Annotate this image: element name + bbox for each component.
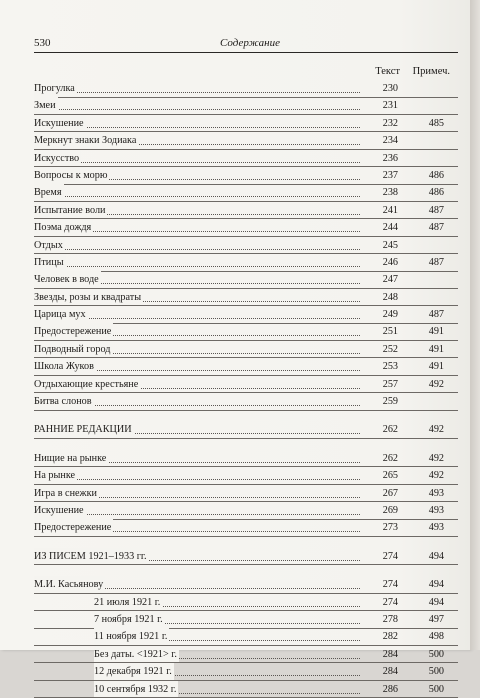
entry-title: Подводный город (34, 341, 112, 358)
dot-leader (34, 266, 360, 267)
entry-notes-page: 487 (428, 204, 444, 216)
toc-entry (34, 646, 458, 663)
entry-title: Отдыхающие крестьяне (34, 376, 140, 393)
group-gap (34, 565, 458, 576)
dot-leader (34, 109, 360, 110)
entry-text-page: 262 (382, 452, 398, 464)
group-gap (34, 537, 458, 548)
toc-entry (34, 184, 458, 201)
entry-title: Предостережение (34, 519, 113, 536)
toc-entry (34, 132, 458, 149)
entry-title: Царица мух (34, 306, 88, 323)
entry-text-page: 269 (382, 504, 398, 516)
entry-text-page: 232 (382, 117, 398, 129)
entry-title: Вопросы к морю (34, 167, 109, 184)
toc-entry (34, 611, 458, 628)
toc-entry (34, 450, 458, 467)
entry-title: Человек в воде (34, 271, 101, 288)
table-of-contents (34, 80, 458, 698)
group-gap (34, 410, 458, 421)
toc-entry (34, 663, 458, 680)
toc-entry (34, 548, 458, 565)
dot-leader (34, 479, 360, 480)
toc-entry (34, 80, 458, 97)
entry-text-page: 245 (382, 239, 398, 251)
entry-text-page: 247 (382, 274, 398, 286)
toc-entry (34, 681, 458, 698)
entry-title: Змеи (34, 97, 58, 114)
toc-entry (34, 97, 458, 114)
entry-notes-page: 492 (428, 452, 444, 464)
dot-leader (34, 162, 360, 163)
entry-text-page: 234 (382, 135, 398, 147)
dot-leader (34, 249, 360, 250)
entry-title: Искусство (34, 150, 81, 167)
entry-title: М.И. Касьянову (34, 576, 105, 593)
page-number: 530 (34, 37, 51, 49)
entry-text-page: 246 (382, 256, 398, 268)
entry-text-page: 274 (382, 550, 398, 562)
dot-leader (34, 196, 360, 197)
entry-text-page: 259 (382, 396, 398, 408)
row-rule (34, 564, 458, 565)
entry-text-page: 241 (382, 204, 398, 216)
entry-title: Птицы (34, 254, 66, 271)
entry-notes-page: 493 (428, 504, 444, 516)
entry-title: 10 сентября 1932 г. (94, 681, 178, 698)
toc-entry (34, 628, 458, 645)
toc-entry (34, 485, 458, 502)
entry-text-page: 262 (382, 424, 398, 436)
entry-title: Нищие на рынке (34, 450, 108, 467)
entry-title: Звезды, розы и квадраты (34, 289, 143, 306)
entry-notes-page: 494 (428, 550, 444, 562)
entry-title: Поэма дождя (34, 219, 93, 236)
column-header-text: Текст (375, 66, 400, 77)
toc-entry (34, 237, 458, 254)
page-edge (470, 0, 480, 650)
entry-title: 21 июля 1921 г. (94, 594, 162, 611)
entry-text-page: 284 (382, 666, 398, 678)
entry-text-page: 249 (382, 309, 398, 321)
toc-entry (34, 376, 458, 393)
entry-text-page: 238 (382, 187, 398, 199)
entry-title: Игра в снежки (34, 485, 99, 502)
entry-title: Время (34, 184, 64, 201)
entry-notes-page: 493 (428, 487, 444, 499)
entry-text-page: 267 (382, 487, 398, 499)
entry-text-page: 257 (382, 378, 398, 390)
entry-text-page: 253 (382, 361, 398, 373)
entry-notes-page: 500 (428, 683, 444, 695)
entry-notes-page: 500 (428, 648, 444, 660)
toc-entry (34, 323, 458, 340)
entry-title: Отдых (34, 237, 65, 254)
toc-entry (34, 393, 458, 410)
entry-notes-page: 494 (428, 596, 444, 608)
toc-entry (34, 150, 458, 167)
entry-text-page: 278 (382, 613, 398, 625)
toc-entry (34, 502, 458, 519)
entry-title: Искушение (34, 502, 86, 519)
toc-entry (34, 219, 458, 236)
entry-text-page: 251 (382, 326, 398, 338)
toc-entry (34, 421, 458, 438)
entry-title: РАННИЕ РЕДАКЦИИ (34, 421, 134, 438)
entry-text-page: 230 (382, 83, 398, 94)
entry-notes-page: 500 (428, 666, 444, 678)
entry-notes-page: 487 (428, 256, 444, 268)
entry-text-page: 236 (382, 152, 398, 164)
entry-notes-page: 494 (428, 579, 444, 591)
entry-notes-page: 491 (428, 343, 444, 355)
entry-notes-page: 498 (428, 631, 444, 643)
entry-notes-page: 493 (428, 522, 444, 534)
entry-text-page: 231 (382, 100, 398, 112)
toc-entry (34, 306, 458, 323)
entry-title: На рынке (34, 467, 77, 484)
toc-entry (34, 289, 458, 306)
entry-title: Без даты. <1921> г. (94, 646, 179, 663)
entry-text-page: 265 (382, 470, 398, 482)
toc-entry (34, 271, 458, 288)
toc-entry (34, 167, 458, 184)
entry-notes-page: 486 (428, 169, 444, 181)
entry-title: Предостережение (34, 323, 113, 340)
header-rule (34, 52, 458, 53)
row-rule (34, 438, 458, 439)
entry-notes-page: 487 (428, 222, 444, 234)
entry-title: Битва слонов (34, 393, 94, 410)
running-title: Содержание (219, 37, 280, 49)
entry-notes-page: 492 (428, 378, 444, 390)
entry-title: Испытание воли (34, 202, 107, 219)
toc-entry (34, 467, 458, 484)
entry-notes-page: 486 (428, 187, 444, 199)
entry-text-page: 286 (382, 683, 398, 695)
toc-entry (34, 358, 458, 375)
entry-text-page: 274 (382, 596, 398, 608)
dot-leader (34, 92, 360, 93)
entry-notes-page: 492 (428, 424, 444, 436)
entry-text-page: 248 (382, 291, 398, 303)
entry-notes-page: 497 (428, 613, 444, 625)
toc-entry (34, 202, 458, 219)
entry-title: 12 декабря 1921 г. (94, 663, 174, 680)
entry-title: 11 ноября 1921 г. (94, 628, 169, 645)
column-header-notes: Примеч. (412, 66, 450, 77)
entry-text-page: 244 (382, 222, 398, 234)
entry-title: Меркнут знаки Зодиака (34, 132, 138, 149)
entry-title: ИЗ ПИСЕМ 1921–1933 гг. (34, 548, 149, 565)
toc-entry (34, 576, 458, 593)
row-rule (34, 536, 458, 537)
toc-entry (34, 115, 458, 132)
toc-entry (34, 254, 458, 271)
entry-text-page: 273 (382, 522, 398, 534)
group-gap (34, 439, 458, 450)
entry-title: Прогулка (34, 80, 77, 97)
entry-notes-page: 485 (428, 117, 444, 129)
toc-entry (34, 519, 458, 536)
toc-entry (34, 594, 458, 611)
row-rule (34, 410, 458, 411)
entry-text-page: 237 (382, 169, 398, 181)
entry-text-page: 274 (382, 579, 398, 591)
entry-text-page: 252 (382, 343, 398, 355)
entry-title: Искушение (34, 115, 86, 132)
entry-text-page: 284 (382, 648, 398, 660)
entry-notes-page: 487 (428, 309, 444, 321)
entry-title: 7 ноября 1921 г. (94, 611, 165, 628)
entry-text-page: 282 (382, 631, 398, 643)
toc-entry (34, 341, 458, 358)
entry-notes-page: 491 (428, 326, 444, 338)
entry-notes-page: 492 (428, 470, 444, 482)
entry-title: Школа Жуков (34, 358, 96, 375)
entry-notes-page: 491 (428, 361, 444, 373)
